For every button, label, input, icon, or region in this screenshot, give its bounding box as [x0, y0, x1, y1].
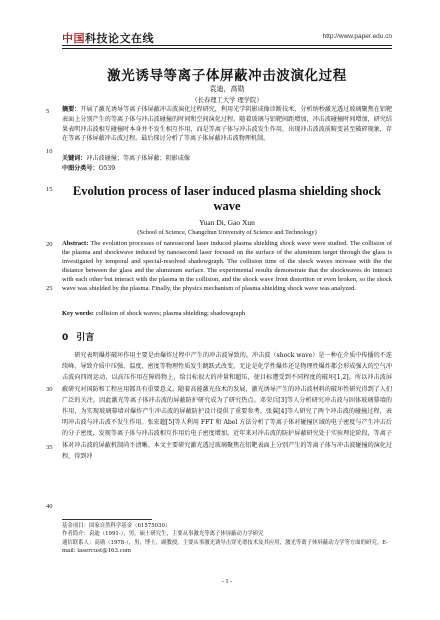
line-number: 20 — [46, 241, 53, 248]
section-heading — [62, 330, 94, 343]
english-abstract — [62, 240, 392, 293]
line-number: 40 — [46, 503, 53, 510]
english-keywords — [62, 310, 392, 319]
site-url[interactable]: http://www.paper.edu.cn — [322, 33, 392, 40]
section-number: 0 — [62, 333, 69, 343]
chinese-keywords — [62, 154, 392, 164]
chinese-keywords-text: 冲击波碰撞；等离子体屏蔽；阴影成像 — [86, 155, 190, 162]
footnotes — [62, 522, 392, 555]
line-number: 10 — [46, 148, 53, 155]
journal-logo — [62, 30, 154, 46]
chinese-affiliation: （长春理工大学 理学院） — [191, 97, 263, 104]
footnote-funding: 基金项目：国家自然科学基金（61575030） — [62, 523, 171, 529]
english-title: Evolution process of laser induced plasma shielding shock wave — [72, 184, 382, 213]
english-authors: Yuan Di, Gao Xun — [199, 218, 255, 227]
classification-value: O539 — [98, 165, 116, 172]
logo-black-text: 科技论文在线 — [85, 32, 154, 45]
chinese-abstract — [62, 105, 392, 144]
logo-red-text: 中国 — [62, 32, 85, 45]
chinese-title: 激光诱导等离子体屏蔽冲击波演化过程 — [107, 68, 347, 84]
classification-number — [62, 164, 392, 174]
line-number: 30 — [46, 386, 53, 393]
english-affiliation: (School of Science, Changchun University of Science and Technology) — [137, 229, 317, 236]
english-keywords-label: Key words: — [62, 310, 94, 317]
header-rule-thin — [62, 48, 392, 49]
english-abstract-label: Abstract: — [62, 240, 89, 247]
footnote-corresponding-author: 通信联系人：高勋（1978-），男，博士，副教授，主要从事激光诱导击穿光谱技术及其应用，激光等离子体屏蔽动力学等方面的研究。E-mail: lasercust@163.com — [62, 539, 388, 554]
journal-header — [62, 30, 392, 46]
chinese-keywords-label: 关键词： — [62, 155, 87, 162]
chinese-abstract-label: 摘要： — [62, 106, 81, 113]
classification-label: 中图分类号： — [62, 165, 99, 172]
chinese-abstract-text: 开展了激光诱导等离子体屏蔽冲击波演化过程研究，利用光学阴影成像诊断技术、分析纳秒激光透过玻璃聚焦在铝靶表面上分别产生的等离子体与冲击波碰撞的时间和空间演化过程。随着玻璃与铝靶间距增加，冲击波碰撞时间增加，研究结果表明冲击波相互碰撞时本身并不发生相互作用，而是等离子体与冲击波发生作用，出现冲击波波前畸变甚至破碎现象，存在等离子体屏蔽冲击波过程。最后探讨分析了等离子体屏蔽冲击波物理机制。 — [62, 106, 393, 143]
footnote-author-bio: 作者简介：袁迪（1991-），男，硕士研究生，主要从事激光等离子体屏蔽动力学研究 — [62, 531, 264, 538]
section-title: 引言 — [76, 333, 95, 343]
english-abstract-text: The evolution processes of nanosecond laser induced plasma shielding shock wave were studied. The collision of the plasma and shockwave induced by nanosecond laser focused on the surface of the aluminum target through the glass is investigated by temporal and special-resolved shadowgraph. The collision time of the shock waves increase with the the distance between the glass and the aluminum surface. The experimental results demonstrate that the shockwaves do interact with each other but interact with the plasma in the collision, and the shock wave front distortion or even broken, so the shock wave was shielded by the plasma. Finally, the physics mechanism of plasma shielding shock wave was analyzed. — [62, 240, 392, 292]
footnote-rule — [62, 519, 152, 520]
header-rule-thick — [62, 45, 392, 46]
english-keywords-text: collision of shock waves; plasma shielding; shadowgraph — [95, 310, 246, 317]
line-number: 35 — [46, 444, 53, 451]
line-number: 15 — [46, 186, 53, 193]
chinese-authors: 袁迪，高勋 — [209, 85, 245, 93]
line-number: 25 — [46, 285, 53, 292]
page-number: - 1 - — [221, 578, 233, 585]
line-number: 5 — [46, 108, 50, 115]
body-paragraph: 研究表明爆炸破坏作用主要是由爆炸过程中产生的冲击波导致的。冲击波（shock wave）是一种在介质中传播的不连续峰，导致介质中压强、温度、密度等物理性质发生跳跃式改变。无论是化学性爆炸还是物理性爆炸都会形成强大的空气冲击波向四周运动，以高压作用在障碍物上，给目标很大的冲量和超压，使目标遭受到不同程度的破坏[1,2]。所以冲击波屏蔽研究对国防和工程应用都具有重要意义。随着高能激光技术的发展，激光诱导产生的冲击波材料的破坏性研究得到了人们广泛的关注。因此激光等离子体冲击波的屏蔽防护研究成为了研究热点。邓荣兵[3]等人分析研究冲击波与固体玻璃幕墙的作用，为实现玻璃幕墙对爆炸产生冲击波的屏蔽防护设计提供了重要参考。张翼[4]等人研究了两个冲击波的碰撞过程，表明冲击波与冲击波不发生作用。张宏超[5]等人利用 FFT 和 Abel 方法分析了等离子体对碰撞区域的电子密度与产生冲击后的分子密度，发现等离子体与冲击波相互作用后电子密度增加。近年来对冲击波的防护屏蔽研究处于实验理论阶段，等离子体对冲击波的屏蔽机制尚不清晰。本文主要研究激光透过玻璃聚焦在铝靶表面上分别产生的等离子体与冲击波碰撞的演化过程，得到冲 — [62, 352, 392, 460]
